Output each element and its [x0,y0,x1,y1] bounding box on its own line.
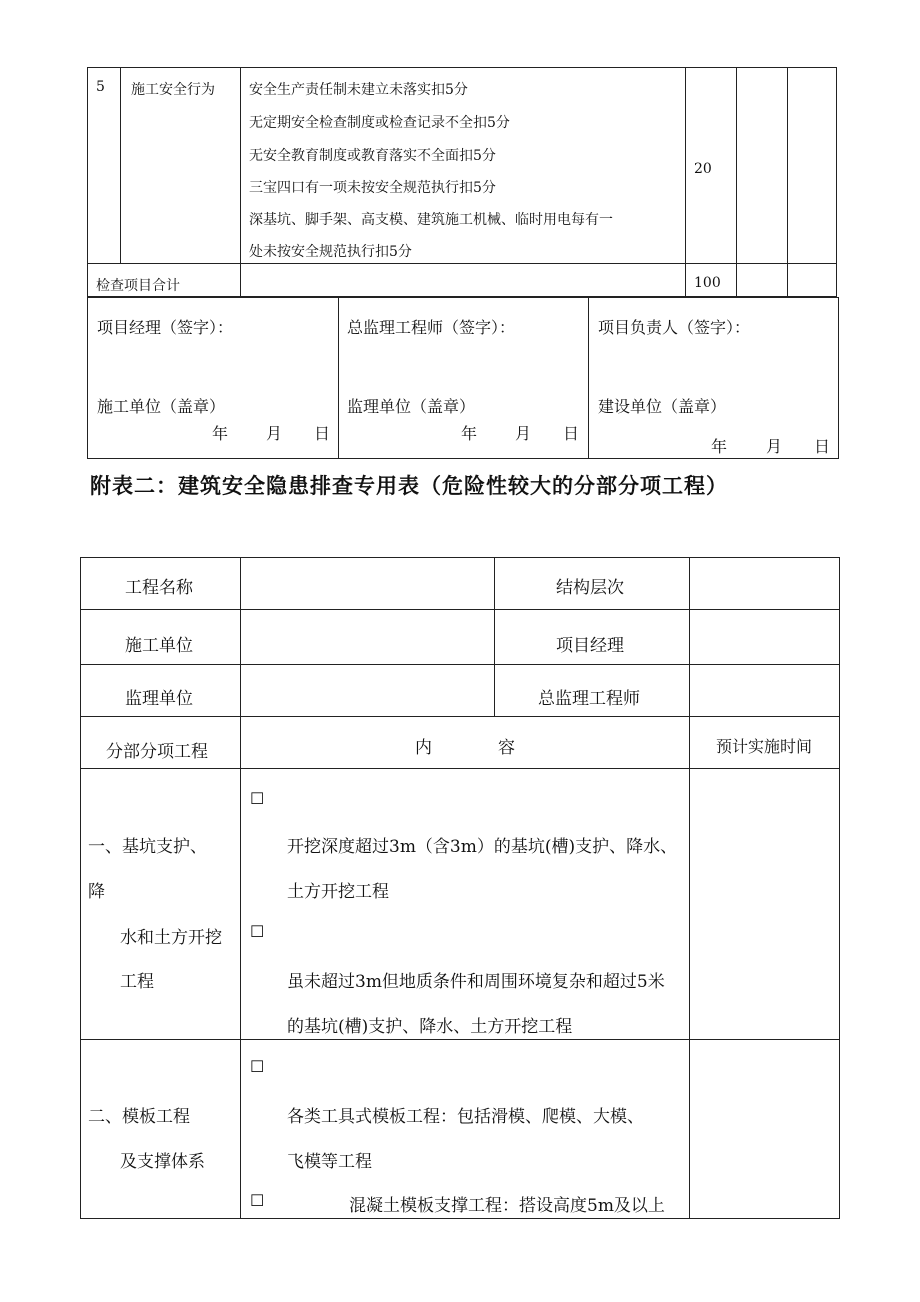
option-text-line: 混凝土模板支撑工程：搭设高度5m及以上 [349,1196,665,1216]
header-subproject: 分部分项工程 [106,742,208,762]
section-title-line: 工程 [120,972,154,992]
criteria-line: 处未按安全规范执行扣5分 [249,244,412,260]
total-label: 检查项目合计 [96,278,180,294]
option-checkbox[interactable]: ☐ [250,1057,265,1076]
sign-label: 项目经理（签字）： [97,318,234,337]
label-structure-level: 结构层次 [556,578,624,598]
sign-label: 项目负责人（签字）： [598,318,751,337]
criteria-line: 无定期安全检查制度或检查记录不全扣5分 [249,115,510,131]
date-month: 月 [266,424,283,443]
sign-label: 总监理工程师（签字）： [347,318,516,337]
section-title-line: 降 [88,882,105,902]
label-supervision-unit: 监理单位 [125,689,193,709]
option-checkbox[interactable]: ☐ [250,922,265,941]
date-day: 日 [563,424,580,443]
date-day: 日 [814,437,831,456]
appendix-title: 附表二：建筑安全隐患排查专用表（危险性较大的分部分项工程） [90,474,728,498]
date-month: 月 [515,424,532,443]
section-title-line: 水和土方开挖 [120,928,222,948]
date-month: 月 [766,437,783,456]
row-item-title: 施工安全行为 [131,82,215,98]
criteria-line: 安全生产责任制未建立未落实扣5分 [249,82,468,98]
option-text-line: 飞模等工程 [287,1152,372,1172]
criteria-line: 深基坑、脚手架、高支模、建筑施工机械、临时用电每有一 [249,212,613,228]
label-project-manager: 项目经理 [556,636,624,656]
option-checkbox[interactable]: ☐ [250,1191,265,1210]
date-year: 年 [711,437,728,456]
label-construction-unit: 施工单位 [125,636,193,656]
criteria-line: 三宝四口有一项未按安全规范执行扣5分 [249,180,496,196]
row-score: 20 [694,161,712,177]
section-title-line: 二、模板工程 [88,1107,190,1127]
date-year: 年 [212,424,229,443]
criteria-line: 无安全教育制度或教育落实不全面扣5分 [249,148,496,164]
row-index: 5 [96,79,105,95]
option-text-line: 的基坑(槽)支护、降水、土方开挖工程 [287,1017,573,1037]
seal-label: 监理单位（盖章） [347,397,476,416]
section-title-line: 一、基坑支护、 [88,837,207,857]
option-checkbox[interactable]: ☐ [250,789,265,808]
option-text-line: 土方开挖工程 [287,882,389,902]
label-project-name: 工程名称 [125,578,193,598]
seal-label: 施工单位（盖章） [97,397,226,416]
total-score: 100 [694,275,721,291]
option-text-line: 虽未超过3m但地质条件和周围环境复杂和超过5米 [287,972,665,992]
header-content-1: 内 [415,738,432,758]
date-year: 年 [461,424,478,443]
option-text-line: 开挖深度超过3m（含3m）的基坑(槽)支护、降水、 [287,837,678,857]
section-title-line: 及支撑体系 [120,1152,205,1172]
seal-label: 建设单位（盖章） [598,397,727,416]
header-schedule: 预计实施时间 [716,737,813,756]
header-content-2: 容 [498,738,515,758]
date-day: 日 [314,424,331,443]
label-chief-supervisor: 总监理工程师 [538,689,640,709]
option-text-line: 各类工具式模板工程：包括滑模、爬模、大模、 [287,1107,644,1127]
